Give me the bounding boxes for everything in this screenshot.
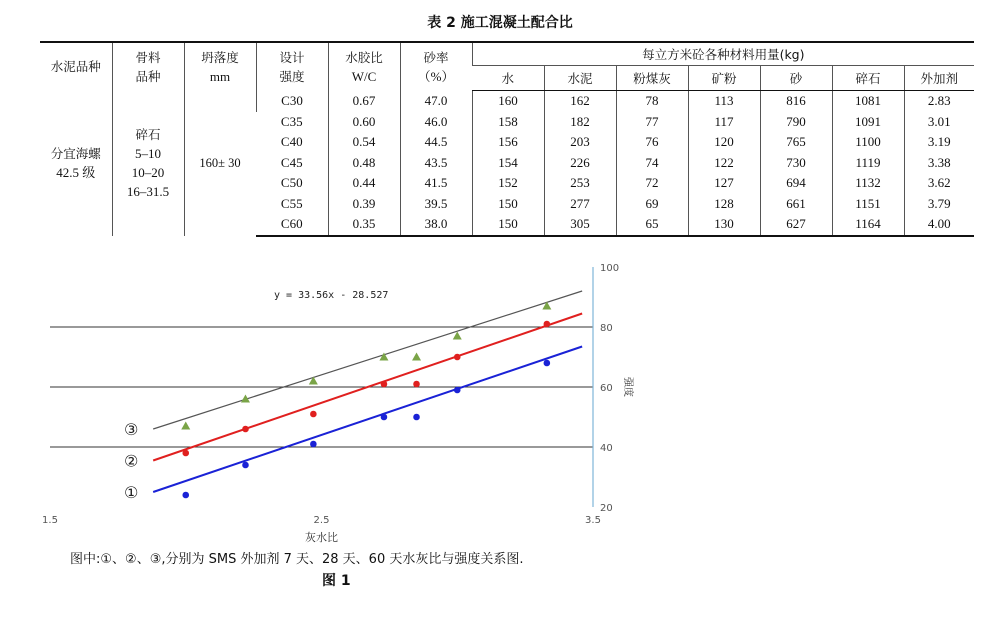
cell-grade: C45 <box>280 154 303 170</box>
cell-slag: 130 <box>688 214 760 236</box>
cell-cement: 226 <box>544 153 616 174</box>
cell-slag: 128 <box>688 194 760 215</box>
series-3-label: ③ <box>123 420 139 439</box>
cell-slag: 113 <box>688 91 760 112</box>
cell-sand: 44.5 <box>400 132 472 153</box>
cell-admixture: 3.19 <box>904 132 974 153</box>
cell-slag: 127 <box>688 173 760 194</box>
cell-admixture: 3.01 <box>904 112 974 133</box>
y-tick-label: 80 <box>600 323 613 334</box>
cell-aggregate: 碎石 5–10 10–20 16–31.5 <box>112 91 184 236</box>
series-2-point <box>310 411 317 418</box>
series-1-fit-line <box>153 347 582 493</box>
cell-grade: C60 <box>256 214 328 236</box>
cell-sand-kg: 816 <box>760 91 832 112</box>
header-material-admixture: 外加剂 <box>904 66 974 91</box>
cell-wc: 0.60 <box>328 112 400 133</box>
cell-sand-kg: 790 <box>760 112 832 133</box>
cell-admixture: 3.79 <box>904 194 974 215</box>
series-3-point <box>542 302 551 310</box>
series-1-point <box>242 462 249 469</box>
cell-gravel: 1151 <box>832 194 904 215</box>
cell-grade: C40 <box>280 134 303 150</box>
y-tick-label: 60 <box>600 383 613 394</box>
series-2-label: ② <box>123 451 139 471</box>
series-1-point <box>544 360 551 367</box>
cell-water: 150 <box>472 214 544 236</box>
cell-water: 150 <box>472 194 544 215</box>
mix-proportion-table <box>40 41 974 237</box>
series-3-point <box>412 353 421 361</box>
cell-sand: 38.0 <box>400 214 472 236</box>
header-material-group: 每立方米砼各种材料用量(kg) <box>472 42 974 66</box>
header-material-sand: 砂 <box>760 66 832 91</box>
series-3-point <box>309 377 318 385</box>
header-sand-ratio: 砂率 （%） <box>400 42 472 91</box>
x-tick-label: 2.5 <box>313 515 330 526</box>
series-1-label: ① <box>123 483 139 502</box>
cell-wc: 0.67 <box>328 91 400 112</box>
regression-equation: y = 33.56x - 28.527 <box>274 290 389 301</box>
header-aggregate: 骨料 品种 <box>112 42 184 91</box>
cell-cement: 162 <box>544 91 616 112</box>
cell-grade: C35 <box>280 113 303 129</box>
figure-1-chart <box>40 255 665 585</box>
cell-wc: 0.54 <box>328 132 400 153</box>
series-2-point <box>182 450 189 457</box>
cell-gravel: 1081 <box>832 91 904 112</box>
y-axis-label: 强度 <box>622 377 633 397</box>
y-tick-label: 100 <box>600 263 620 274</box>
header-material-slag: 矿粉 <box>688 66 760 91</box>
series-2-point <box>381 381 388 388</box>
cell-gravel: 1164 <box>832 214 904 236</box>
cell-sand: 46.0 <box>400 112 472 133</box>
cell-admixture: 4.00 <box>904 214 974 236</box>
x-axis-label: 灰水比 <box>305 531 338 544</box>
cell-wc: 0.44 <box>328 173 400 194</box>
cell-sand-kg: 694 <box>760 173 832 194</box>
series-1-point <box>310 441 317 448</box>
series-2-point <box>544 321 551 328</box>
cell-flyash: 78 <box>616 91 688 112</box>
cell-wc: 0.48 <box>328 153 400 174</box>
cell-sand: 47.0 <box>400 91 472 112</box>
header-cement-type: 水泥品种 <box>40 42 112 91</box>
cell-cement: 253 <box>544 173 616 194</box>
cell-sand: 39.5 <box>400 194 472 215</box>
cell-sand-kg: 627 <box>760 214 832 236</box>
cell-water: 154 <box>472 153 544 174</box>
cell-slag: 117 <box>688 112 760 133</box>
series-1-point <box>381 414 388 421</box>
x-tick-label: 3.5 <box>585 515 601 526</box>
x-tick-label: 1.5 <box>42 515 58 526</box>
cell-gravel: 1100 <box>832 132 904 153</box>
series-1-point <box>454 387 461 394</box>
cell-admixture: 3.62 <box>904 173 974 194</box>
cell-admixture: 2.83 <box>904 91 974 112</box>
cell-sand: 43.5 <box>400 153 472 174</box>
y-tick-label: 20 <box>600 503 613 514</box>
cell-flyash: 69 <box>616 194 688 215</box>
figure-label: 图 1 <box>322 573 351 589</box>
cell-cement: 203 <box>544 132 616 153</box>
series-1-point <box>182 492 189 499</box>
cell-cement-type: 分宜海螺 42.5 级 <box>50 146 101 180</box>
header-material-gravel: 碎石 <box>832 66 904 91</box>
cell-wc: 0.35 <box>328 214 400 236</box>
cell-slag: 122 <box>688 153 760 174</box>
cell-grade: C50 <box>280 175 303 191</box>
cell-sand-kg: 765 <box>760 132 832 153</box>
cell-water: 156 <box>472 132 544 153</box>
cell-cement: 182 <box>544 112 616 133</box>
cell-admixture: 3.38 <box>904 153 974 174</box>
header-material-flyash: 粉煤灰 <box>616 66 688 91</box>
cell-flyash: 77 <box>616 112 688 133</box>
header-slump: 坍落度 mm <box>184 42 256 91</box>
cell-water: 158 <box>472 112 544 133</box>
cell-flyash: 65 <box>616 214 688 236</box>
series-1-point <box>413 414 420 421</box>
cell-water: 152 <box>472 173 544 194</box>
series-3-fit-line <box>153 291 582 429</box>
cell-cement: 277 <box>544 194 616 215</box>
header-design-grade: 设计 强度 <box>256 42 328 91</box>
cell-sand-kg: 730 <box>760 153 832 174</box>
series-2-point <box>413 381 420 388</box>
series-3-point <box>181 422 190 430</box>
header-material-cement: 水泥 <box>544 66 616 91</box>
cell-flyash: 76 <box>616 132 688 153</box>
cell-water: 160 <box>472 91 544 112</box>
cell-slump: 160± 30 <box>184 91 256 236</box>
table-title: 表 2 施工混凝土配合比 <box>427 15 573 31</box>
cell-gravel: 1091 <box>832 112 904 133</box>
cell-cement: 305 <box>544 214 616 236</box>
cell-sand: 41.5 <box>400 173 472 194</box>
strength-vs-cement-water-ratio-chart <box>40 255 665 550</box>
table-row <box>40 91 974 112</box>
cell-gravel: 1119 <box>832 153 904 174</box>
series-2-point <box>454 354 461 361</box>
cell-grade: C55 <box>280 195 303 211</box>
cell-slag: 120 <box>688 132 760 153</box>
series-2-point <box>242 426 249 433</box>
cell-flyash: 72 <box>616 173 688 194</box>
header-wc-ratio: 水胶比 W/C <box>328 42 400 91</box>
faded-bleed-text-1 <box>655 262 659 276</box>
cell-sand-kg: 661 <box>760 194 832 215</box>
cell-gravel: 1132 <box>832 173 904 194</box>
cell-flyash: 74 <box>616 153 688 174</box>
cell-grade: C30 <box>256 91 328 112</box>
header-material-water: 水 <box>472 66 544 91</box>
y-tick-label: 40 <box>600 443 613 454</box>
figure-caption: 图中:①、②、③,分别为 SMS 外加剂 7 天、28 天、60 天水灰比与强度关系图. <box>70 552 524 567</box>
cell-wc: 0.39 <box>328 194 400 215</box>
